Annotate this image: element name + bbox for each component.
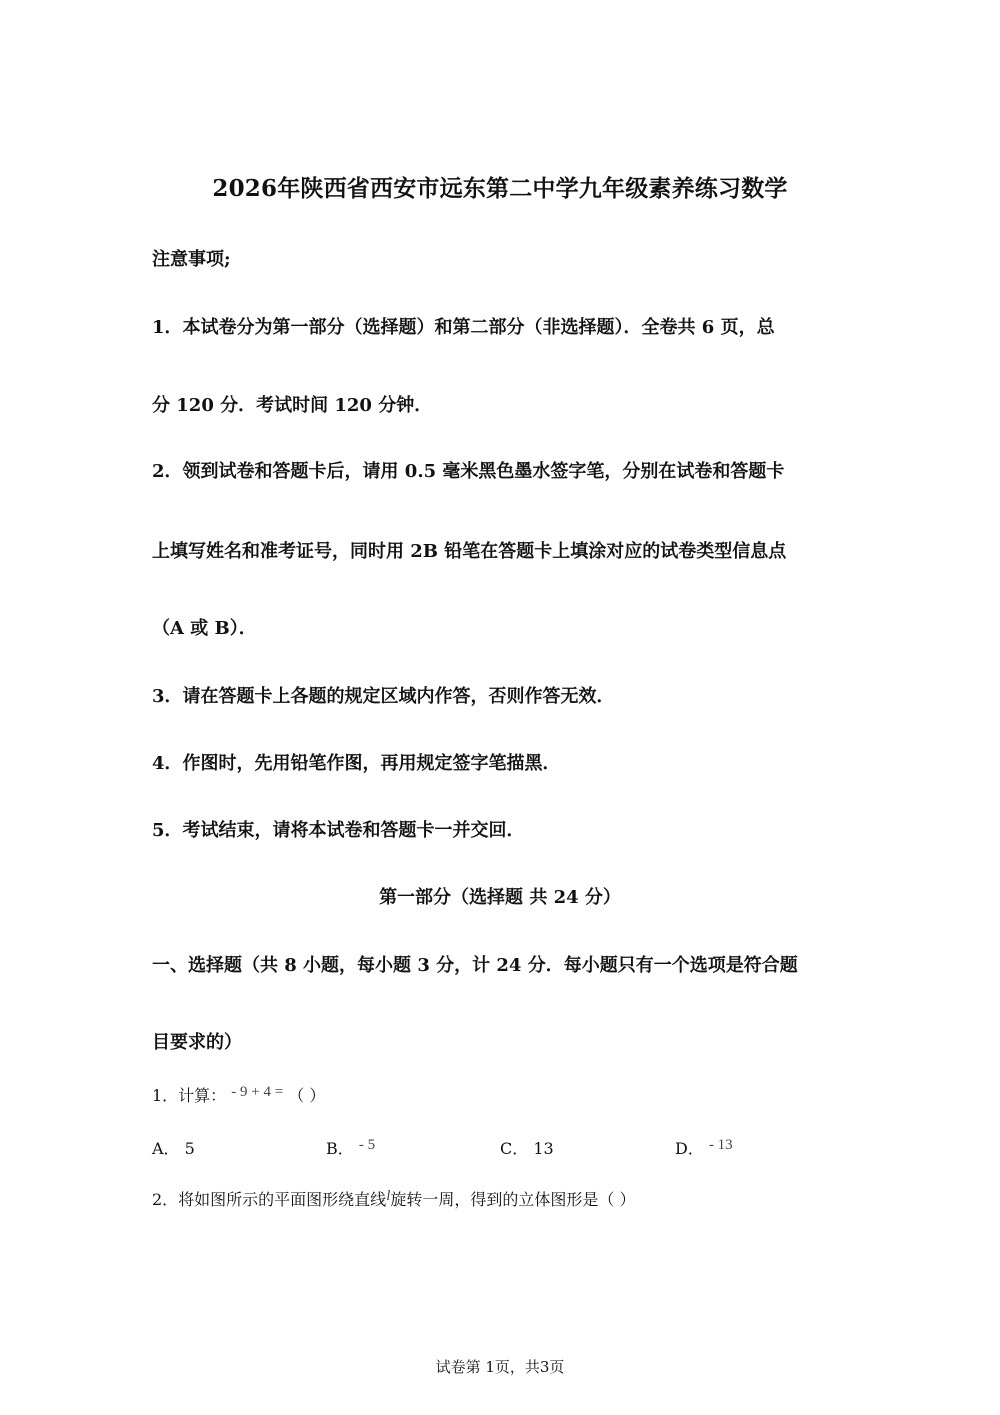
option-label: A．	[152, 1139, 180, 1158]
option-label: C．	[500, 1139, 529, 1158]
page-footer: 试卷第 1页，共3页	[435, 1358, 565, 1376]
part1-heading: 第一部分（选择题 共 24 分）	[379, 887, 621, 908]
option-value: 5	[184, 1139, 195, 1158]
page-title: 2026年陕西省西安市远东第二中学九年级素养练习数学	[212, 175, 788, 202]
question-1-math: - 9 + 4 =	[231, 1084, 284, 1100]
notice-item-2b: 上填写姓名和准考证号，同时用 2B 铅笔在答题卡上填涂对应的试卷类型信息点	[152, 541, 787, 562]
option-value: 13	[533, 1139, 554, 1158]
notice-item-3: 3．请在答题卡上各题的规定区域内作答，否则作答无效．	[152, 686, 615, 707]
notice-item-4: 4．作图时，先用铅笔作图，再用规定签字笔描黑．	[152, 753, 561, 774]
option-label: B．	[326, 1139, 354, 1158]
option-label: D．	[675, 1139, 704, 1158]
question-1-suffix: （ ）	[288, 1086, 326, 1105]
question-1-option-d	[675, 1136, 733, 1159]
question-1	[152, 1083, 325, 1106]
notice-heading: 注意事项;	[152, 249, 231, 270]
notice-item-5: 5．考试结束，请将本试卷和答题卡一并交回．	[152, 820, 525, 841]
section-heading-line2: 目要求的）	[152, 1032, 242, 1053]
notice-item-1b: 分 120 分．考试时间 120 分钟．	[152, 395, 433, 416]
question-1-prefix: 1．计算：	[152, 1086, 227, 1105]
section-heading-line1: 一、选择题（共 8 小题，每小题 3 分，计 24 分．每小题只有一个选项是符合题	[152, 955, 798, 976]
question-1-option-c	[500, 1136, 554, 1159]
question-2-math: l	[386, 1188, 391, 1204]
notice-item-1a: 1．本试卷分为第一部分（选择题）和第二部分（非选择题）．全卷共 6 页，总	[152, 317, 775, 338]
question-2-suffix: 旋转一周，得到的立体图形是（ ）	[390, 1190, 636, 1209]
notice-item-2a: 2．领到试卷和答题卡后，请用 0.5 毫米黑色墨水签字笔，分别在试卷和答题卡	[152, 461, 785, 482]
question-2-prefix: 2．将如图所示的平面图形绕直线	[152, 1190, 387, 1209]
option-value: - 13	[708, 1137, 733, 1153]
question-2	[152, 1187, 635, 1210]
notice-item-2c: （A 或 B）．	[152, 618, 257, 639]
option-value: - 5	[358, 1137, 376, 1153]
question-1-option-b	[326, 1136, 375, 1159]
question-1-option-a	[152, 1136, 195, 1159]
